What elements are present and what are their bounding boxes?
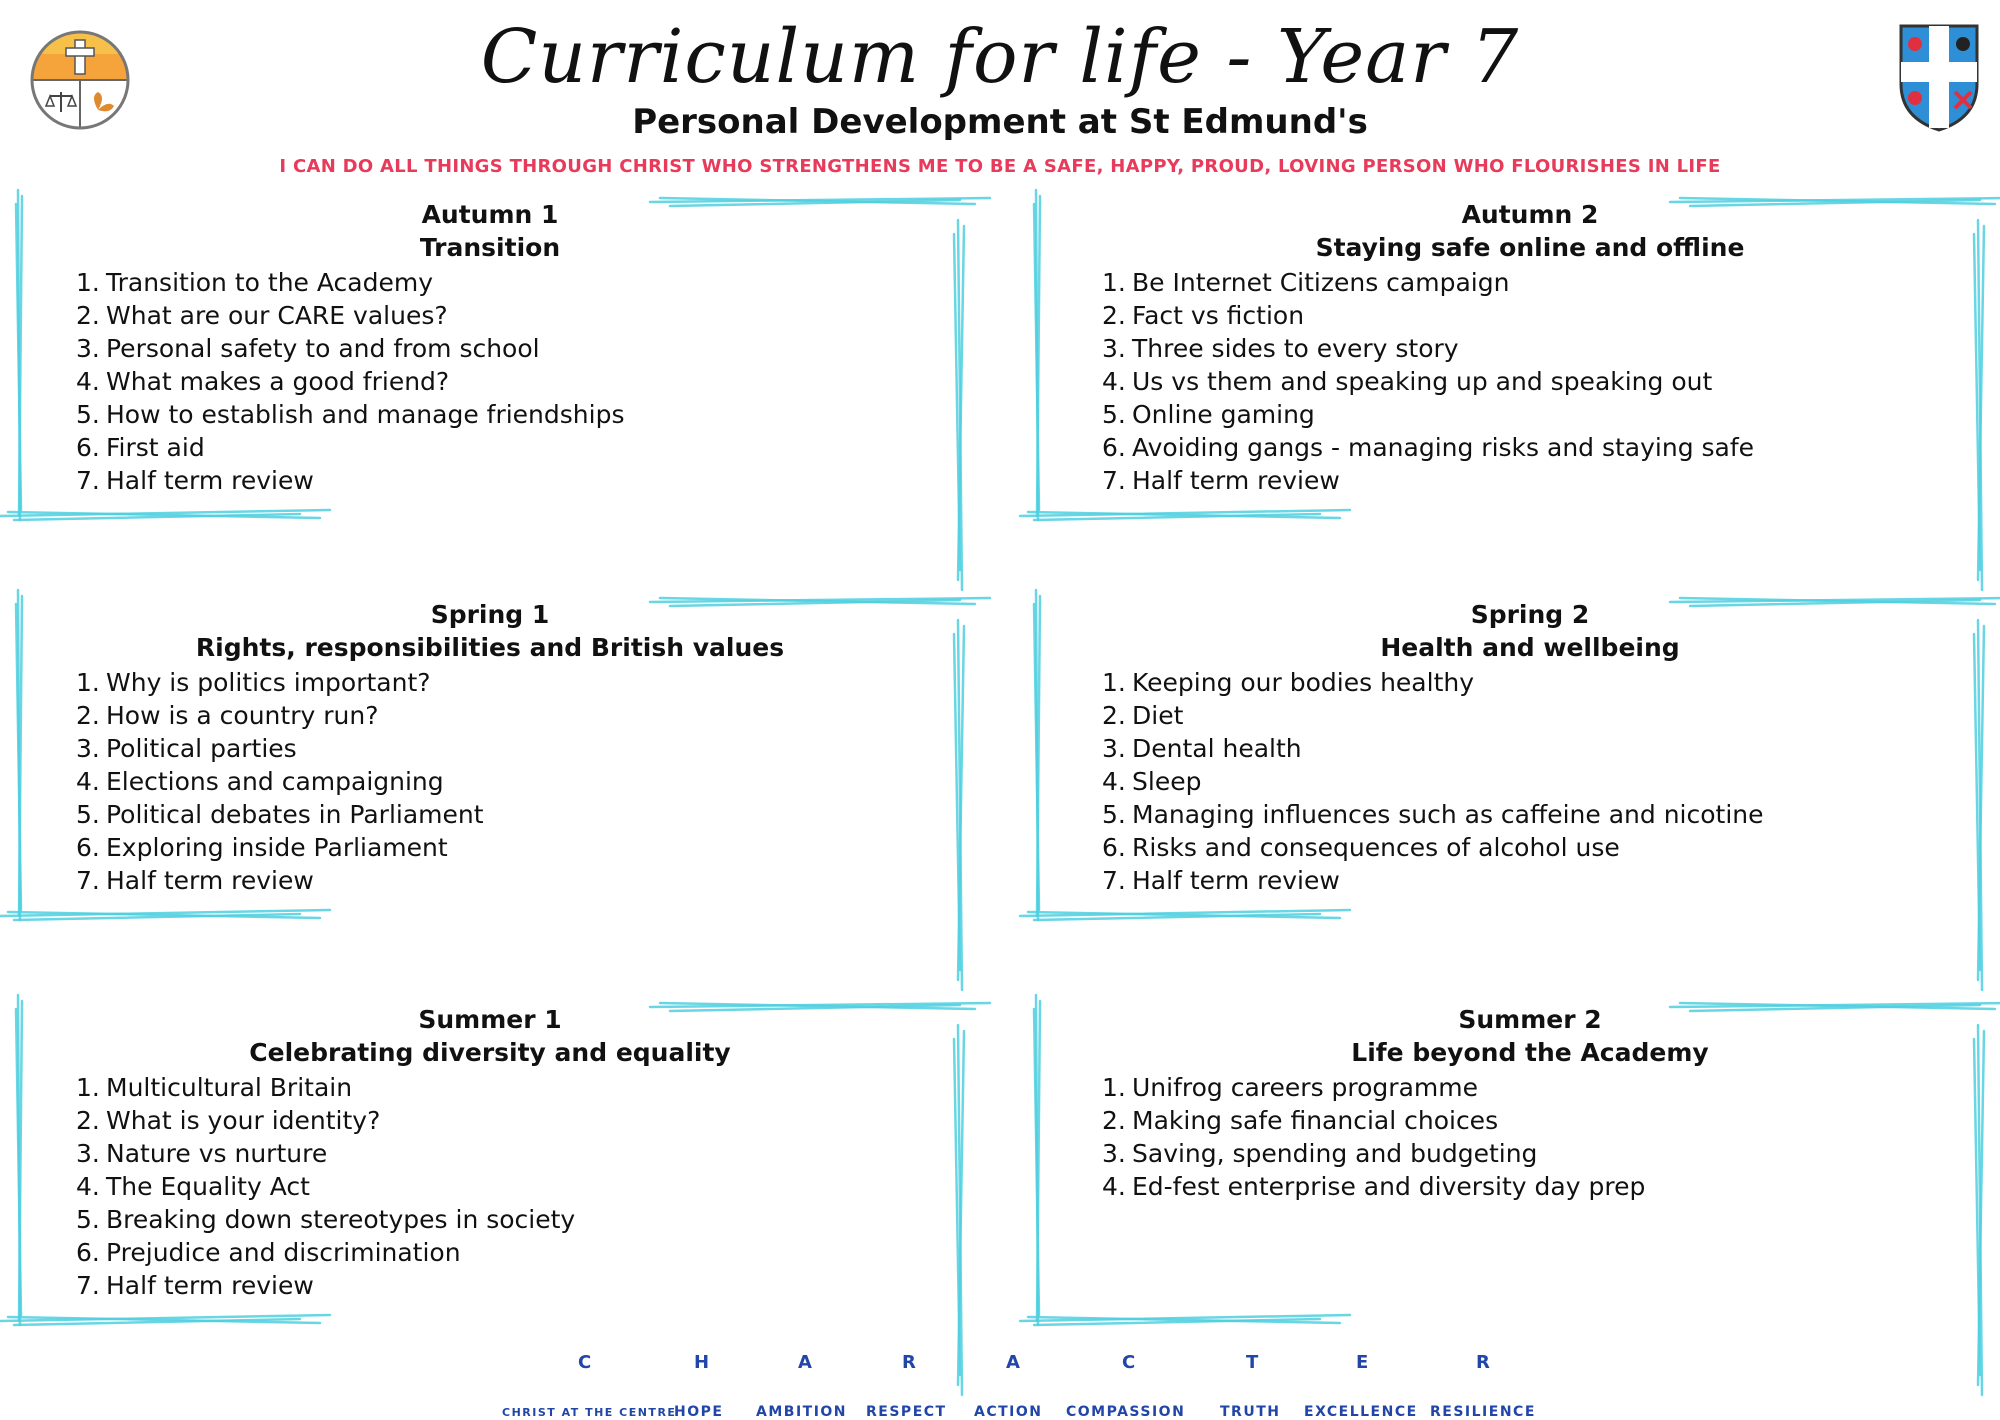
list-item-text: How to establish and manage friendships	[106, 400, 625, 429]
list-item	[76, 699, 484, 732]
list-item-text: Breaking down stereotypes in society	[106, 1205, 576, 1234]
term-panel	[0, 995, 980, 1375]
list-item-text: Keeping our bodies healthy	[1132, 668, 1475, 697]
term-heading	[1060, 198, 2000, 264]
list-item-text: Half term review	[106, 1271, 314, 1300]
term-name: Summer 1	[418, 1005, 562, 1034]
topic-list	[76, 1071, 575, 1302]
list-item	[1102, 765, 1764, 798]
list-item-text: What are our CARE values?	[106, 301, 448, 330]
list-item-number: 3.	[76, 734, 100, 763]
term-topic: Rights, responsibilities and British values	[195, 633, 785, 662]
list-item-text: Half term review	[106, 466, 314, 495]
list-item	[1102, 831, 1764, 864]
list-item	[1102, 699, 1764, 732]
list-item-text: What makes a good friend?	[106, 367, 450, 396]
list-item	[1102, 431, 1754, 464]
term-heading	[40, 198, 940, 264]
list-item-text: Political parties	[106, 734, 297, 763]
list-item	[76, 1269, 575, 1302]
character-letter: R	[1476, 1352, 1491, 1373]
list-item-text: Why is politics important?	[106, 668, 431, 697]
term-name: Summer 2	[1458, 1005, 1602, 1034]
list-item	[1102, 332, 1754, 365]
list-item-number: 6.	[76, 433, 100, 462]
list-item-number: 4.	[1102, 367, 1126, 396]
term-topic: Celebrating diversity and equality	[249, 1038, 731, 1067]
list-item-number: 6.	[1102, 433, 1126, 462]
list-item	[1102, 1104, 1645, 1137]
character-letter: C	[578, 1352, 593, 1373]
term-panel	[1020, 190, 2000, 570]
list-item	[76, 266, 624, 299]
list-item-number: 2.	[1102, 701, 1126, 730]
list-item-text: Us vs them and speaking up and speaking out	[1132, 367, 1713, 396]
list-item	[1102, 398, 1754, 431]
list-item-text: Half term review	[1132, 466, 1340, 495]
list-item-text: Ed-fest enterprise and diversity day prep	[1132, 1172, 1646, 1201]
list-item-number: 4.	[76, 767, 100, 796]
list-item	[76, 798, 484, 831]
character-letter: A	[798, 1352, 813, 1373]
topic-list	[76, 666, 484, 897]
list-item	[76, 365, 624, 398]
value-label: TRUTH	[1220, 1404, 1281, 1420]
character-letter: E	[1356, 1352, 1370, 1373]
list-item	[76, 398, 624, 431]
list-item-number: 2.	[76, 301, 100, 330]
list-item	[76, 1104, 575, 1137]
term-panel	[0, 190, 980, 570]
list-item-number: 5.	[1102, 400, 1126, 429]
list-item-number: 1.	[1102, 668, 1126, 697]
list-item-text: Half term review	[1132, 866, 1340, 895]
list-item	[1102, 464, 1754, 497]
list-item-number: 4.	[76, 1172, 100, 1201]
list-item-text: Fact vs fiction	[1132, 301, 1305, 330]
list-item-text: Nature vs nurture	[106, 1139, 328, 1168]
list-item	[76, 666, 484, 699]
list-item-text: How is a country run?	[106, 701, 379, 730]
term-topic: Staying safe online and offline	[1315, 233, 1745, 262]
list-item-number: 4.	[1102, 1172, 1126, 1201]
list-item-number: 1.	[1102, 268, 1126, 297]
list-item-number: 7.	[76, 866, 100, 895]
list-item-text: Three sides to every story	[1132, 334, 1459, 363]
term-panel	[0, 590, 980, 970]
list-item	[1102, 1137, 1645, 1170]
character-letter: H	[694, 1352, 711, 1373]
list-item-number: 7.	[1102, 466, 1126, 495]
list-item-text: Personal safety to and from school	[106, 334, 540, 363]
topic-list	[1102, 1071, 1645, 1203]
list-item-number: 4.	[76, 367, 100, 396]
term-name: Autumn 1	[421, 200, 559, 229]
list-item	[1102, 732, 1764, 765]
list-item-text: Prejudice and discrimination	[106, 1238, 461, 1267]
page-title: Curriculum for life - Year 7	[480, 14, 1520, 100]
term-panel	[1020, 995, 2000, 1375]
list-item-text: Managing influences such as caffeine and nicotine	[1132, 800, 1764, 829]
list-item	[76, 1203, 575, 1236]
list-item-number: 1.	[1102, 1073, 1126, 1102]
list-item	[76, 732, 484, 765]
list-item-number: 1.	[76, 1073, 100, 1102]
list-item	[76, 831, 484, 864]
list-item	[1102, 365, 1754, 398]
term-heading	[40, 598, 940, 664]
list-item-number: 3.	[1102, 1139, 1126, 1168]
value-label: ACTION	[974, 1404, 1043, 1420]
list-item-text: Avoiding gangs - managing risks and staying safe	[1132, 433, 1755, 462]
list-item-number: 2.	[1102, 1106, 1126, 1135]
list-item-number: 6.	[76, 1238, 100, 1267]
list-item-number: 1.	[76, 668, 100, 697]
term-topic: Life beyond the Academy	[1351, 1038, 1709, 1067]
list-item-text: The Equality Act	[106, 1172, 310, 1201]
list-item	[76, 1170, 575, 1203]
list-item-text: First aid	[106, 433, 205, 462]
list-item	[76, 765, 484, 798]
term-heading	[1060, 1003, 2000, 1069]
list-item-number: 2.	[76, 701, 100, 730]
list-item-number: 5.	[76, 1205, 100, 1234]
list-item	[76, 1137, 575, 1170]
list-item	[76, 1071, 575, 1104]
list-item	[76, 332, 624, 365]
term-heading	[40, 1003, 940, 1069]
value-label: AMBITION	[756, 1404, 848, 1420]
list-item	[1102, 798, 1764, 831]
list-item	[1102, 1170, 1645, 1203]
list-item-text: Be Internet Citizens campaign	[1132, 268, 1510, 297]
list-item-number: 2.	[1102, 301, 1126, 330]
term-topic: Health and wellbeing	[1380, 633, 1680, 662]
character-letter: T	[1246, 1352, 1260, 1373]
list-item-number: 3.	[1102, 334, 1126, 363]
value-label: RESPECT	[866, 1404, 947, 1420]
list-item-number: 3.	[76, 1139, 100, 1168]
list-item-text: Multicultural Britain	[106, 1073, 353, 1102]
topic-list	[1102, 666, 1764, 897]
list-item-text: Elections and campaigning	[106, 767, 444, 796]
list-item-number: 2.	[76, 1106, 100, 1135]
list-item-text: Half term review	[106, 866, 314, 895]
list-item-number: 7.	[76, 466, 100, 495]
school-motto: I CAN DO ALL THINGS THROUGH CHRIST WHO STRENGTHENS ME TO BE A SAFE, HAPPY, PROUD, LOVING PERSON WHO FLOURISHES IN LIFE	[279, 156, 1721, 177]
list-item-number: 5.	[76, 800, 100, 829]
list-item-text: Transition to the Academy	[106, 268, 433, 297]
value-label: HOPE	[674, 1404, 724, 1420]
list-item-number: 1.	[76, 268, 100, 297]
topic-list	[76, 266, 624, 497]
term-name: Spring 1	[430, 600, 550, 629]
list-item-number: 7.	[76, 1271, 100, 1300]
list-item	[1102, 864, 1764, 897]
list-item	[76, 1236, 575, 1269]
list-item-text: Unifrog careers programme	[1132, 1073, 1478, 1102]
list-item-number: 7.	[1102, 866, 1126, 895]
list-item-number: 6.	[76, 833, 100, 862]
list-item	[76, 431, 624, 464]
list-item	[1102, 266, 1754, 299]
list-item	[1102, 299, 1754, 332]
list-item-text: What is your identity?	[106, 1106, 381, 1135]
character-letter: C	[1122, 1352, 1137, 1373]
list-item-text: Risks and consequences of alcohol use	[1132, 833, 1620, 862]
list-item-number: 5.	[76, 400, 100, 429]
list-item-text: Dental health	[1132, 734, 1302, 763]
character-letter: R	[902, 1352, 917, 1373]
list-item-text: Exploring inside Parliament	[106, 833, 448, 862]
topic-list	[1102, 266, 1754, 497]
term-panel	[1020, 590, 2000, 970]
list-item-number: 6.	[1102, 833, 1126, 862]
character-letter: A	[1006, 1352, 1021, 1373]
list-item-text: Saving, spending and budgeting	[1132, 1139, 1538, 1168]
page-subtitle: Personal Development at St Edmund's	[632, 102, 1368, 142]
list-item-text: Political debates in Parliament	[106, 800, 484, 829]
list-item-text: Making safe financial choices	[1132, 1106, 1499, 1135]
value-label: EXCELLENCE	[1304, 1404, 1418, 1420]
list-item	[76, 464, 624, 497]
value-label: CHRIST AT THE CENTRE	[502, 1406, 677, 1419]
list-item-number: 4.	[1102, 767, 1126, 796]
term-topic: Transition	[419, 233, 561, 262]
list-item	[1102, 1071, 1645, 1104]
value-label: RESILIENCE	[1430, 1404, 1536, 1420]
term-name: Autumn 2	[1461, 200, 1599, 229]
list-item-text: Diet	[1132, 701, 1184, 730]
list-item-text: Sleep	[1132, 767, 1202, 796]
list-item	[76, 864, 484, 897]
list-item-number: 3.	[76, 334, 100, 363]
list-item	[1102, 666, 1764, 699]
list-item-number: 3.	[1102, 734, 1126, 763]
list-item-number: 5.	[1102, 800, 1126, 829]
value-label: COMPASSION	[1066, 1404, 1186, 1420]
list-item	[76, 299, 624, 332]
term-heading	[1060, 598, 2000, 664]
term-name: Spring 2	[1470, 600, 1590, 629]
list-item-text: Online gaming	[1132, 400, 1315, 429]
